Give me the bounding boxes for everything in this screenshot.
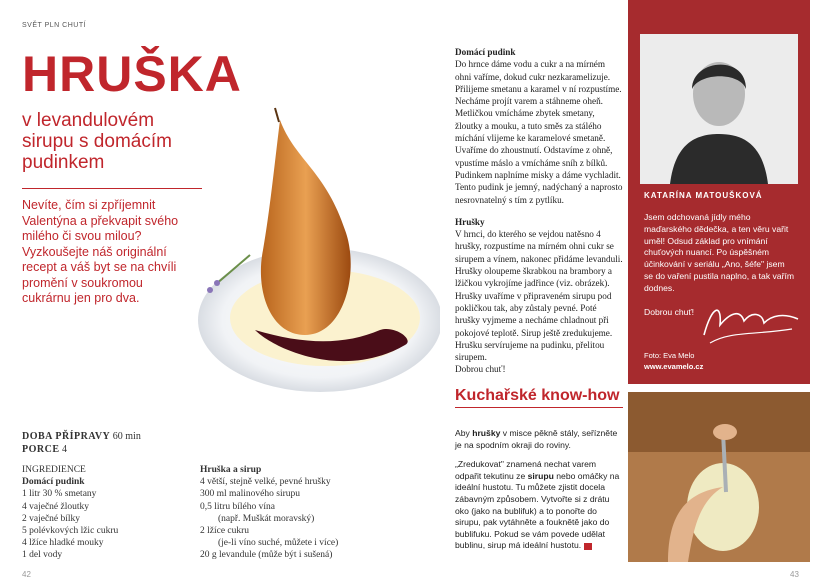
section-kicker: SVĚT PLN CHUTÍ (22, 22, 87, 29)
list-item: 2 lžíce cukru (200, 526, 250, 537)
list-item: 0,5 litru bílého vína (200, 501, 275, 512)
poached-pear-photo (195, 90, 440, 420)
ingredients-group-title: Hruška a sirup (200, 465, 262, 475)
method-heading-pudding: Domácí pudink (455, 47, 516, 57)
recipe-meta: DOBA PŘÍPRAVY 60 min PORCE 4 (22, 431, 141, 455)
list-item: 5 polévkových lžic cukru (22, 526, 119, 537)
end-mark-icon (584, 543, 592, 550)
list-item: (je-li víno suché, můžete i více) (218, 538, 339, 549)
knowhow-text: Aby hrušky v misce pěkně stály, seřízněte je na spodním okraji do roviny. „Zredukovat" znamená nechat varem odpařit tekutinu ze sirupu nebo omáčky na ideální hustotu. Tu můžete zjistit docela zábavným způsobem. Vytvořte si z drátu oko (jako na bublifuk) a to ponořte do sirupu, pak vytáhněte a fouknětě jako do bublifuku. Pokud se vám povede udělat bublinu, sirup má ideální hustotu. (455, 428, 620, 551)
list-item: 2 vaječné bílky (22, 513, 81, 524)
page-number-right: 43 (790, 570, 799, 579)
photo-credit: Foto: Eva Melo www.evamelo.cz (644, 351, 704, 371)
knowhow-title: Kuchařské know-how (455, 387, 620, 404)
coring-pear-photo (628, 392, 810, 562)
knowhow-divider (455, 407, 623, 408)
ingredients-group-title: Domácí pudink (22, 477, 85, 488)
lead-paragraph: Nevíte, čím si zpříjemnit Valentýna a překvapit svého milého či svou milou? Vyzkoušejte náš originální recept a váš byt se na chvíli promění v soukromou cukrárnu jen pro dva. (22, 198, 179, 305)
list-item: 4 lžíce hladké mouky (22, 538, 104, 549)
list-item: 1 litr 30 % smetany (22, 489, 97, 500)
author-portrait (640, 34, 798, 184)
method-text-pears: V hrnci, do kterého se vejdou natěsno 4 hrušky, rozpustíme na mírném ohni cukr se sirupem a vínem, nakonec přidáme levanduli. Hrušky oloupeme škrabkou na brambory a lžičkou vykrojíme jadřince (viz. obrázek). Hrušky uvaříme v připraveném sirupu pod pokličkou tak, aby zůstaly pevné. Poté hrušky vyjmeme a necháme chladnout při pokojové teplotě. Sirup ještě zredukujeme. Hrušku servírujeme na pudinku, přelitou sirupem. (455, 229, 623, 363)
author-signature (700, 295, 804, 347)
list-item: 20 g levandule (může být i sušená) (200, 550, 333, 561)
list-item: 4 vaječné žloutky (22, 501, 90, 512)
method-column (455, 46, 623, 386)
page-number-left: 42 (22, 570, 31, 579)
list-item: (např. Muškát moravský) (218, 513, 315, 524)
method-sign-off: Dobrou chuť! (455, 364, 506, 375)
ingredients-pudding (22, 464, 192, 562)
method-heading-pears: Hrušky (455, 216, 485, 227)
title-divider (22, 188, 202, 189)
list-item: 4 větší, stejně velké, pevné hrušky (200, 477, 331, 488)
author-name: KATARÍNA MATOUŠKOVÁ (644, 191, 763, 200)
ingredients-heading: INGREDIENCE (22, 465, 86, 475)
website-link[interactable]: www.evamelo.cz (644, 362, 704, 371)
recipe-subtitle: v levandulovém sirupu s domácím pudinkem (22, 110, 172, 173)
method-text-pudding: Do hrnce dáme vodu a cukr a na mírném ohni vaříme, dokud cukr nezkaramelizuje. Přilijeme smetanu a karamel v ní rozpustíme. Necháme projít varem a stáhneme oheň. Metličkou vmícháme zbytek smetany, žloutky a mouku, a tuto směs za stálého míchání vlijeme ke karamelové smetaně. Uvaříme do zhoustnutí. Odstavíme z ohně, vpustíme máslo a vmícháme sníh z bílků. Pudinkem naplníme misky a dáme vychladit. Tento pudink je jemný, nadýchaný a naprosto nesrovnatelný s tím z pytlíku. (455, 59, 623, 205)
list-item: 1 del vody (22, 550, 63, 561)
recipe-title: HRUŠKA (22, 46, 242, 102)
author-sign-off: Dobrou chuť! (644, 306, 695, 317)
ingredients-pear (200, 464, 410, 562)
list-item: 300 ml malinového sirupu (200, 489, 301, 500)
author-bio: Jsem odchovaná jídly mého maďarského dědečka, a ten věru vařit uměl! Odsud základ pro vnímání chuťových nuancí. Po úspěšném účinkování v seriálu „Ano, šéfe" jsem se do vaření pustila naplno, a tak vařím dodnes. Dobrou chuť! (644, 212, 794, 317)
